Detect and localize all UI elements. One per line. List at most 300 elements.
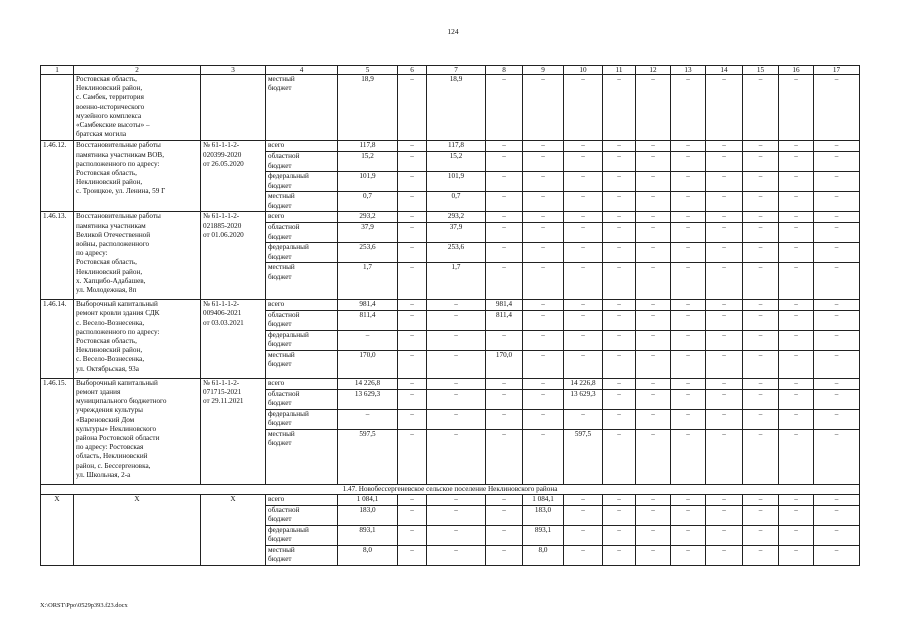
cell-value: – [502, 526, 506, 535]
text-line: бюджет [268, 272, 292, 281]
value-cell [486, 546, 523, 566]
value-cell [603, 351, 636, 379]
cell-value: – [686, 526, 690, 535]
value-cell [779, 331, 814, 351]
cell-value: – [722, 141, 726, 150]
file-path-footer: X:\ORST\Ppo\0529p393.f23.docx [40, 602, 128, 609]
value-cell [338, 300, 398, 311]
cell-value: – [502, 389, 506, 398]
value-cell [427, 212, 486, 223]
cell-value: 15,2 [361, 152, 374, 161]
cell-value: – [617, 192, 621, 201]
cell-value: – [794, 152, 798, 161]
cell-value: – [617, 546, 621, 555]
item-document [201, 75, 266, 141]
cell-value: – [502, 141, 506, 150]
column-number [814, 66, 860, 75]
value-cell [398, 378, 427, 389]
value-cell [523, 351, 564, 379]
cell-value: – [502, 172, 506, 181]
cell-value: – [651, 331, 655, 340]
cell-value: – [794, 223, 798, 232]
funding-source [266, 389, 338, 409]
value-cell [671, 331, 706, 351]
cell-value: – [834, 141, 839, 150]
value-cell [523, 212, 564, 223]
section-title [41, 484, 860, 494]
text-line: областной [268, 223, 300, 232]
funding-source [266, 75, 338, 141]
cell-value: – [410, 212, 414, 221]
value-cell [671, 263, 706, 300]
value-cell [398, 192, 427, 212]
cell-value: – [722, 546, 726, 555]
cell-value: – [834, 546, 839, 555]
text-line: учреждения культуры [76, 406, 143, 415]
cell-value: – [541, 223, 545, 232]
value-cell [603, 409, 636, 429]
cell-value: – [834, 331, 839, 340]
column-number [486, 66, 523, 75]
value-cell [706, 192, 743, 212]
value-cell [814, 351, 860, 379]
column-number [523, 66, 564, 75]
text-line: местный [268, 429, 295, 438]
cell-value: – [794, 546, 798, 555]
value-cell [814, 429, 860, 484]
funding-source [266, 263, 338, 300]
value-cell [706, 378, 743, 389]
funding-source [266, 331, 338, 351]
value-cell [523, 172, 564, 192]
value-cell [636, 192, 671, 212]
column-number [338, 66, 398, 75]
cell-value: – [454, 526, 458, 535]
cell-value: 293,2 [447, 212, 465, 221]
text-line: бюджет [268, 398, 292, 407]
value-cell [398, 429, 427, 484]
cell-value: – [541, 409, 545, 418]
value-cell [706, 223, 743, 243]
text-line: Ростовская область, [76, 75, 137, 83]
value-cell [671, 152, 706, 172]
cell-value: 8,0 [538, 546, 548, 555]
value-cell [671, 192, 706, 212]
cell-value: 1 084,1 [532, 495, 554, 504]
cell-value: – [686, 495, 690, 504]
value-cell [338, 192, 398, 212]
cell-value: – [651, 172, 655, 181]
cell-value: – [454, 389, 458, 398]
item-number [41, 141, 74, 212]
value-cell [671, 378, 706, 389]
text-line: от 03.03.2021 [203, 318, 244, 327]
value-cell [779, 223, 814, 243]
cell-value: – [502, 152, 506, 161]
value-cell [486, 212, 523, 223]
cell-value: – [541, 351, 545, 360]
value-cell [486, 243, 523, 263]
cell-value: – [758, 546, 763, 555]
cell-value: 15 [756, 66, 765, 74]
value-cell [338, 351, 398, 379]
cell-value: – [454, 495, 458, 504]
value-cell [338, 378, 398, 389]
cell-value: 1.46.14. [43, 300, 67, 309]
value-cell [706, 429, 743, 484]
value-cell [671, 389, 706, 409]
cell-value: – [758, 152, 763, 161]
value-cell [564, 192, 603, 212]
value-cell [486, 389, 523, 409]
cell-value: – [581, 546, 585, 555]
item-document [201, 300, 266, 379]
value-cell [814, 152, 860, 172]
value-cell [743, 351, 779, 379]
funding-source [266, 378, 338, 389]
value-cell [523, 223, 564, 243]
cell-value: – [581, 212, 585, 221]
value-cell [338, 212, 398, 223]
cell-value: – [686, 378, 690, 387]
cell-value: 893,1 [359, 526, 376, 535]
cell-value: – [410, 506, 414, 515]
cell-value: – [758, 172, 763, 181]
text-line: ул. Октябрьская, 93а [76, 364, 139, 373]
value-cell [564, 172, 603, 192]
cell-value: – [617, 172, 621, 181]
cell-value: – [834, 351, 839, 360]
cell-value: – [365, 331, 370, 340]
cell-value: – [686, 223, 690, 232]
value-cell [564, 495, 603, 506]
value-cell [603, 378, 636, 389]
value-cell [779, 495, 814, 506]
text-line: 020399-2020 [203, 150, 242, 159]
cell-value: 4 [299, 66, 304, 74]
value-cell [523, 546, 564, 566]
cell-value: 13 629,3 [354, 389, 381, 398]
cell-value: – [502, 212, 506, 221]
cell-value: – [834, 409, 839, 418]
cell-value: – [651, 495, 655, 504]
value-cell [603, 331, 636, 351]
cell-value: – [686, 409, 690, 418]
cell-value: – [541, 75, 545, 83]
value-cell [636, 409, 671, 429]
cell-value: 18,9 [361, 75, 374, 83]
value-cell [706, 141, 743, 152]
value-cell [636, 429, 671, 484]
value-cell [427, 75, 486, 141]
text-line: Восстановительные работы [76, 141, 161, 150]
cell-value: 2 [135, 66, 139, 74]
column-number [427, 66, 486, 75]
cell-value: – [617, 409, 621, 418]
cell-value: 6 [410, 66, 414, 74]
cell-value: – [758, 243, 763, 252]
cell-value: – [651, 409, 655, 418]
value-cell [564, 243, 603, 263]
cell-value: – [541, 331, 545, 340]
value-cell [636, 263, 671, 300]
cell-value: – [410, 546, 414, 555]
cell-value: – [651, 351, 655, 360]
value-cell [603, 429, 636, 484]
cell-value: – [794, 75, 798, 83]
value-cell [338, 389, 398, 409]
value-cell [636, 495, 671, 506]
value-cell [743, 192, 779, 212]
text-line: всего [268, 378, 285, 387]
cell-value: – [541, 389, 545, 398]
funding-source [266, 243, 338, 263]
cell-value: – [410, 172, 414, 181]
cell-value: 170,0 [359, 351, 376, 360]
value-cell [398, 311, 427, 331]
cell-value: – [581, 351, 585, 360]
cell-value: – [541, 192, 545, 201]
cell-value: – [410, 311, 414, 320]
text-line: памятника участникам ВОВ, [76, 150, 165, 159]
value-cell [398, 172, 427, 192]
cell-value: – [541, 429, 545, 438]
value-cell [743, 141, 779, 152]
cell-value: – [794, 243, 798, 252]
value-cell [636, 212, 671, 223]
cell-value: – [722, 243, 726, 252]
cell-value: – [502, 378, 506, 387]
column-number [266, 66, 338, 75]
value-cell [779, 152, 814, 172]
value-cell [486, 495, 523, 506]
cell-value: – [581, 311, 585, 320]
value-cell [706, 351, 743, 379]
cell-value: – [686, 389, 690, 398]
value-cell [603, 546, 636, 566]
x-mark [74, 495, 201, 566]
value-cell [486, 141, 523, 152]
cell-value: – [581, 75, 585, 83]
value-cell [398, 300, 427, 311]
text-line: Выборочный капитальный [76, 378, 158, 387]
column-number [671, 66, 706, 75]
text-line: Неклиновский район, [76, 346, 143, 355]
text-line: войны, расположенного [76, 240, 150, 248]
value-cell [706, 389, 743, 409]
table-row [41, 495, 860, 506]
cell-value: – [581, 495, 585, 504]
table-row [41, 300, 860, 311]
funding-source [266, 300, 338, 311]
value-cell [523, 409, 564, 429]
value-cell [603, 495, 636, 506]
cell-value: – [502, 263, 506, 272]
value-cell [636, 526, 671, 546]
cell-value: 14 226,8 [570, 378, 596, 387]
value-cell [564, 152, 603, 172]
value-cell [779, 75, 814, 141]
text-line: памятника участникам [76, 221, 146, 230]
cell-value: – [410, 300, 414, 309]
value-cell [636, 546, 671, 566]
cell-value: – [834, 429, 839, 438]
text-line: Восстановительные работы [76, 212, 161, 221]
table-row [41, 141, 860, 152]
value-cell [486, 263, 523, 300]
value-cell [779, 429, 814, 484]
value-cell [427, 495, 486, 506]
cell-value: 8 [502, 66, 506, 74]
cell-value: – [722, 311, 726, 320]
text-line: областной [268, 389, 300, 398]
cell-value: – [834, 75, 839, 83]
cell-value: 170,0 [495, 351, 513, 360]
text-line: бюджет [268, 438, 292, 447]
value-cell [398, 351, 427, 379]
cell-value: 1 084,1 [356, 495, 379, 504]
value-cell [743, 243, 779, 263]
value-cell [671, 351, 706, 379]
text-line: всего [268, 212, 285, 221]
value-cell [636, 152, 671, 172]
cell-value: – [794, 389, 798, 398]
text-line: ул. Школьная, 2-а [76, 470, 131, 479]
value-cell [671, 141, 706, 152]
value-cell [398, 243, 427, 263]
cell-value: 101,9 [359, 172, 376, 181]
cell-value: – [758, 311, 763, 320]
cell-value: – [581, 141, 585, 150]
value-cell [603, 263, 636, 300]
value-cell [636, 223, 671, 243]
cell-value: – [686, 300, 690, 309]
value-cell [814, 263, 860, 300]
cell-value: – [722, 429, 726, 438]
cell-value: – [617, 300, 621, 309]
value-cell [564, 409, 603, 429]
cell-value: 117,8 [448, 141, 464, 150]
cell-value: – [541, 141, 545, 150]
column-number [706, 66, 743, 75]
text-line: Неклиновский район, [76, 178, 143, 187]
cell-value: – [758, 263, 763, 272]
cell-value: – [758, 192, 763, 201]
cell-value: – [834, 243, 839, 252]
text-line: область, Неклиновский [76, 452, 148, 461]
cell-value: 811,4 [359, 311, 376, 320]
value-cell [743, 409, 779, 429]
cell-value: – [794, 351, 798, 360]
value-cell [338, 141, 398, 152]
value-cell [564, 75, 603, 141]
text-line: областной [268, 311, 300, 320]
value-cell [603, 192, 636, 212]
cell-value: – [541, 300, 545, 309]
value-cell [523, 243, 564, 263]
value-cell [486, 526, 523, 546]
cell-value: – [686, 506, 690, 515]
value-cell [427, 546, 486, 566]
value-cell [486, 409, 523, 429]
text-line: Неклиновский район, [76, 84, 143, 93]
value-cell [779, 389, 814, 409]
value-cell [603, 300, 636, 311]
cell-value: – [722, 263, 726, 272]
value-cell [486, 331, 523, 351]
value-cell [636, 389, 671, 409]
cell-value: 101,9 [447, 172, 465, 181]
cell-value: – [651, 152, 655, 161]
funding-source [266, 495, 338, 506]
cell-value: – [651, 546, 655, 555]
cell-value: 15,2 [449, 152, 463, 161]
cell-value: – [722, 212, 726, 221]
value-cell [523, 389, 564, 409]
table-row [41, 378, 860, 389]
cell-value: – [758, 429, 763, 438]
value-cell [814, 300, 860, 311]
cell-value: – [454, 331, 458, 340]
value-cell [671, 429, 706, 484]
cell-value: – [794, 378, 798, 387]
cell-value: – [502, 546, 506, 555]
cell-value: Х [54, 495, 60, 504]
text-line: «Вареновский Дом [76, 415, 135, 424]
value-cell [427, 141, 486, 152]
cell-value: – [758, 141, 763, 150]
value-cell [486, 506, 523, 526]
page-number: 124 [447, 27, 459, 36]
cell-value: 1.47. Новобессергеневское сельское поселение Неклиновского района [342, 484, 558, 493]
text-line: бюджет [268, 181, 292, 190]
value-cell [636, 378, 671, 389]
column-number [564, 66, 603, 75]
text-line: бюджет [268, 201, 292, 210]
cell-value: – [686, 141, 690, 150]
value-cell [743, 506, 779, 526]
value-cell [671, 506, 706, 526]
text-line: ремонт здания [76, 387, 121, 396]
value-cell [338, 152, 398, 172]
cell-value: – [541, 152, 545, 161]
value-cell [779, 141, 814, 152]
text-line: местный [268, 75, 295, 83]
value-cell [338, 506, 398, 526]
cell-value: – [454, 429, 458, 438]
value-cell [814, 75, 860, 141]
value-cell [603, 506, 636, 526]
item-number [41, 212, 74, 300]
cell-value: – [581, 172, 585, 181]
value-cell [486, 300, 523, 311]
cell-value: – [686, 243, 690, 252]
cell-value: – [834, 300, 839, 309]
cell-value: – [617, 141, 621, 150]
cell-value: – [834, 378, 839, 387]
cell-value: – [834, 526, 839, 535]
value-cell [671, 311, 706, 331]
cell-value: 0,7 [363, 192, 372, 201]
cell-value: Х [134, 495, 140, 504]
value-cell [564, 300, 603, 311]
cell-value: 253,6 [359, 243, 376, 252]
cell-value: – [722, 192, 726, 201]
value-cell [427, 389, 486, 409]
value-cell [398, 409, 427, 429]
value-cell [743, 546, 779, 566]
x-mark [201, 495, 266, 566]
